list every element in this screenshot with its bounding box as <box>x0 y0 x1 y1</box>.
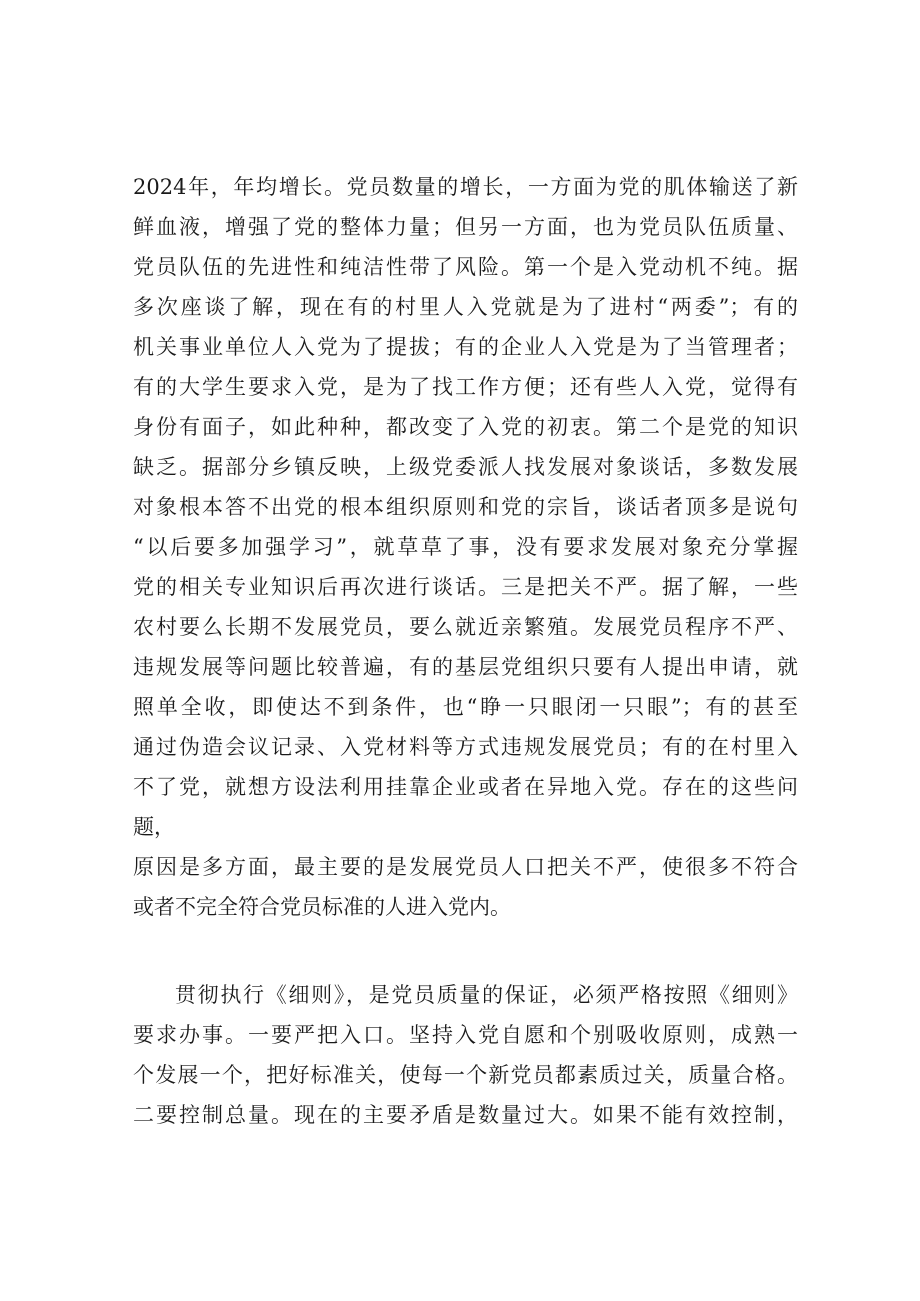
paragraph-line: “以后要多加强学习”，就草草了事，没有要求发展对象充分掌握 <box>133 535 798 559</box>
paragraph-line: 要求办事。一要严把入口。坚持入党自愿和个别吸收原则，成熟一 <box>133 1023 798 1047</box>
paragraph-line: 农村要么长期不发展党员，要么就近亲繁殖。发展党员程序不严、 <box>133 615 798 639</box>
paragraph-line: 二要控制总量。现在的主要矛盾是数量过大。如果不能有效控制， <box>133 1103 798 1127</box>
paragraph-line: 个发展一个，把好标准关，使每一个新党员都素质过关，质量合格。 <box>133 1063 798 1087</box>
paragraph-line: 违规发展等问题比较普遍，有的基层党组织只要有人提出申请，就 <box>133 655 798 679</box>
paragraph-line: 通过伪造会议记录、入党材料等方式违规发展党员；有的在村里入 <box>133 735 798 759</box>
paragraph-2 <box>133 975 798 1135</box>
paragraph-line: 党的相关专业知识后再次进行谈话。三是把关不严。据了解，一些 <box>133 575 798 599</box>
paragraph-line: 党员队伍的先进性和纯洁性带了风险。第一个是入党动机不纯。据 <box>133 255 798 279</box>
paragraph-line: 不了党，就想方设法利用挂靠企业或者在异地入党。存在的这些问 <box>133 775 798 799</box>
paragraph-line: 2024年，年均增长。党员数量的增长，一方面为党的肌体输送了新 <box>133 175 798 199</box>
paragraph-line: 鲜血液，增强了党的整体力量；但另一方面，也为党员队伍质量、 <box>133 215 798 239</box>
paragraph-line: 机关事业单位人入党为了提拔；有的企业人入党是为了当管理者； <box>133 335 798 359</box>
paragraph-line: 身份有面子，如此种种，都改变了入党的初衷。第二个是党的知识 <box>133 415 798 439</box>
paragraph-line: 原因是多方面，最主要的是发展党员人口把关不严，使很多不符合 <box>133 855 798 879</box>
paragraph-line: 题， <box>133 815 175 839</box>
paragraph-line: 对象根本答不出党的根本组织原则和党的宗旨，谈话者顶多是说句 <box>133 495 798 519</box>
paragraph-line: 有的大学生要求入党，是为了找工作方便；还有些人入党，觉得有 <box>133 375 798 399</box>
paragraph-line: 多次座谈了解，现在有的村里人入党就是为了进村“两委”；有的 <box>133 295 798 319</box>
paragraph-1 <box>133 167 798 927</box>
paragraph-line: 照单全收，即使达不到条件，也“睁一只眼闭一只眼”；有的甚至 <box>133 695 798 719</box>
paragraph-line: 缺乏。据部分乡镇反映，上级党委派人找发展对象谈话，多数发展 <box>133 455 798 479</box>
paragraph-line: 或者不完全符合党员标准的人进入党内。 <box>133 895 511 919</box>
paragraph-line: 贯彻执行《细则》，是党员质量的保证，必须严格按照《细则》 <box>175 983 798 1007</box>
